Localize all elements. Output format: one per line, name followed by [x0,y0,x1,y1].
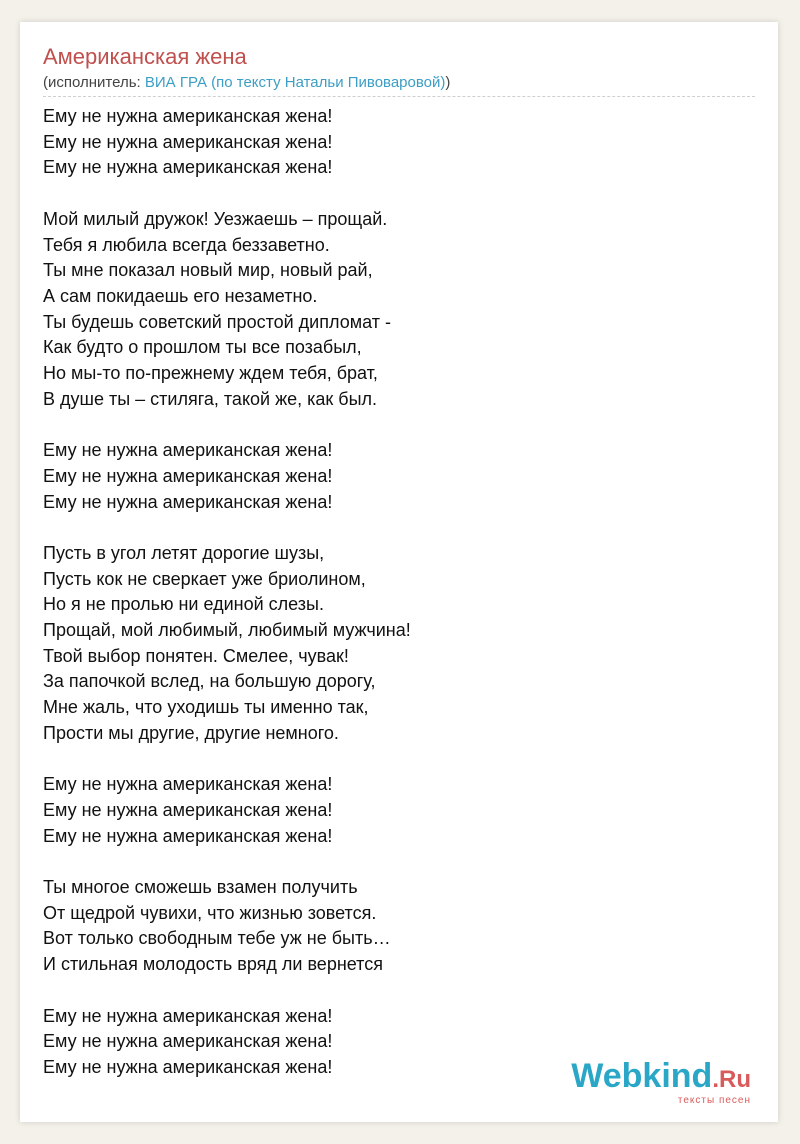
lyric-line: Ему не нужна американская жена! [43,825,333,846]
lyric-line: Ты будешь советский простой дипломат - [43,311,391,332]
lyric-line: И стильная молодость вряд ли вернется [43,954,383,975]
lyric-line: Ему не нужна американская жена! [43,465,333,486]
song-title: Американская жена [43,44,247,69]
lyric-line: В душе ты – стиляга, такой же, как был. [43,388,378,409]
logo-subtitle: тексты песен [677,1095,751,1106]
lyric-line: Мне жаль, что уходишь ты именно так, [43,697,369,718]
lyric-line: Ему не нужна американская жена! [43,1056,333,1077]
lyric-line: Ему не нужна американская жена! [43,799,333,820]
lyric-line: Но я не пролью ни единой слезы. [43,594,324,615]
lyric-line: Ему не нужна американская жена! [43,491,333,512]
lyric-line: Пусть кок не сверкает уже бриолином, [43,568,366,589]
lyric-line: Прости мы другие, другие немного. [43,722,339,743]
lyrics-card [20,22,778,1122]
site-logo[interactable] [571,1059,751,1106]
lyric-line: Как будто о прошлом ты все позабыл, [43,337,362,358]
lyric-line: Ему не нужна американская жена! [43,1005,333,1026]
lyric-line: Ему не нужна американская жена! [43,131,333,152]
lyric-line: Мой милый дружок! Уезжаешь – прощай. [43,208,388,229]
lyrics-stanza [43,104,743,181]
lyric-line: Тебя я любила всегда беззаветно. [43,234,330,255]
artist-line [43,74,450,92]
artist-link[interactable]: ВИА ГРА (по тексту Натальи Пивоваровой) [144,74,446,91]
lyric-line: Ему не нужна американская жена! [43,1031,333,1052]
lyric-line: Ему не нужна американская жена! [43,157,333,178]
lyric-line: Ему не нужна американская жена! [43,774,333,795]
lyric-line: Прощай, мой любимый, любимый мужчина! [43,620,411,641]
lyric-line: За папочкой вслед, на большую дорогу, [43,671,376,692]
logo-wordmark: Webkind.Ru [571,1057,751,1095]
lyric-line: Ты многое сможешь взамен получить [43,877,358,898]
lyric-line: Но мы-то по-прежнему ждем тебя, брат, [43,363,378,384]
lyric-line: Пусть в угол летят дорогие шузы, [43,542,325,563]
lyrics-stanza [43,772,743,849]
lyric-line: Ему не нужна американская жена! [43,440,333,461]
lyric-line: А сам покидаешь его незаметно. [43,285,318,306]
lyrics-stanza [43,541,743,747]
lyric-line: Твой выбор понятен. Смелее, чувак! [43,645,349,666]
divider [43,96,755,97]
lyric-line: Вот только свободным тебе уж не быть… [43,928,391,949]
lyrics-stanza [43,438,743,515]
artist-prefix: (исполнитель: [43,74,145,91]
lyric-line: От щедрой чувихи, что жизнью зовется. [43,902,377,923]
artist-suffix: ) [445,74,451,91]
lyrics-body [43,104,743,1106]
lyric-line: Ему не нужна американская жена! [43,106,333,126]
lyrics-stanza [43,875,743,978]
lyric-line: Ты мне показал новый мир, новый рай, [43,260,373,281]
lyrics-stanza [43,207,743,413]
